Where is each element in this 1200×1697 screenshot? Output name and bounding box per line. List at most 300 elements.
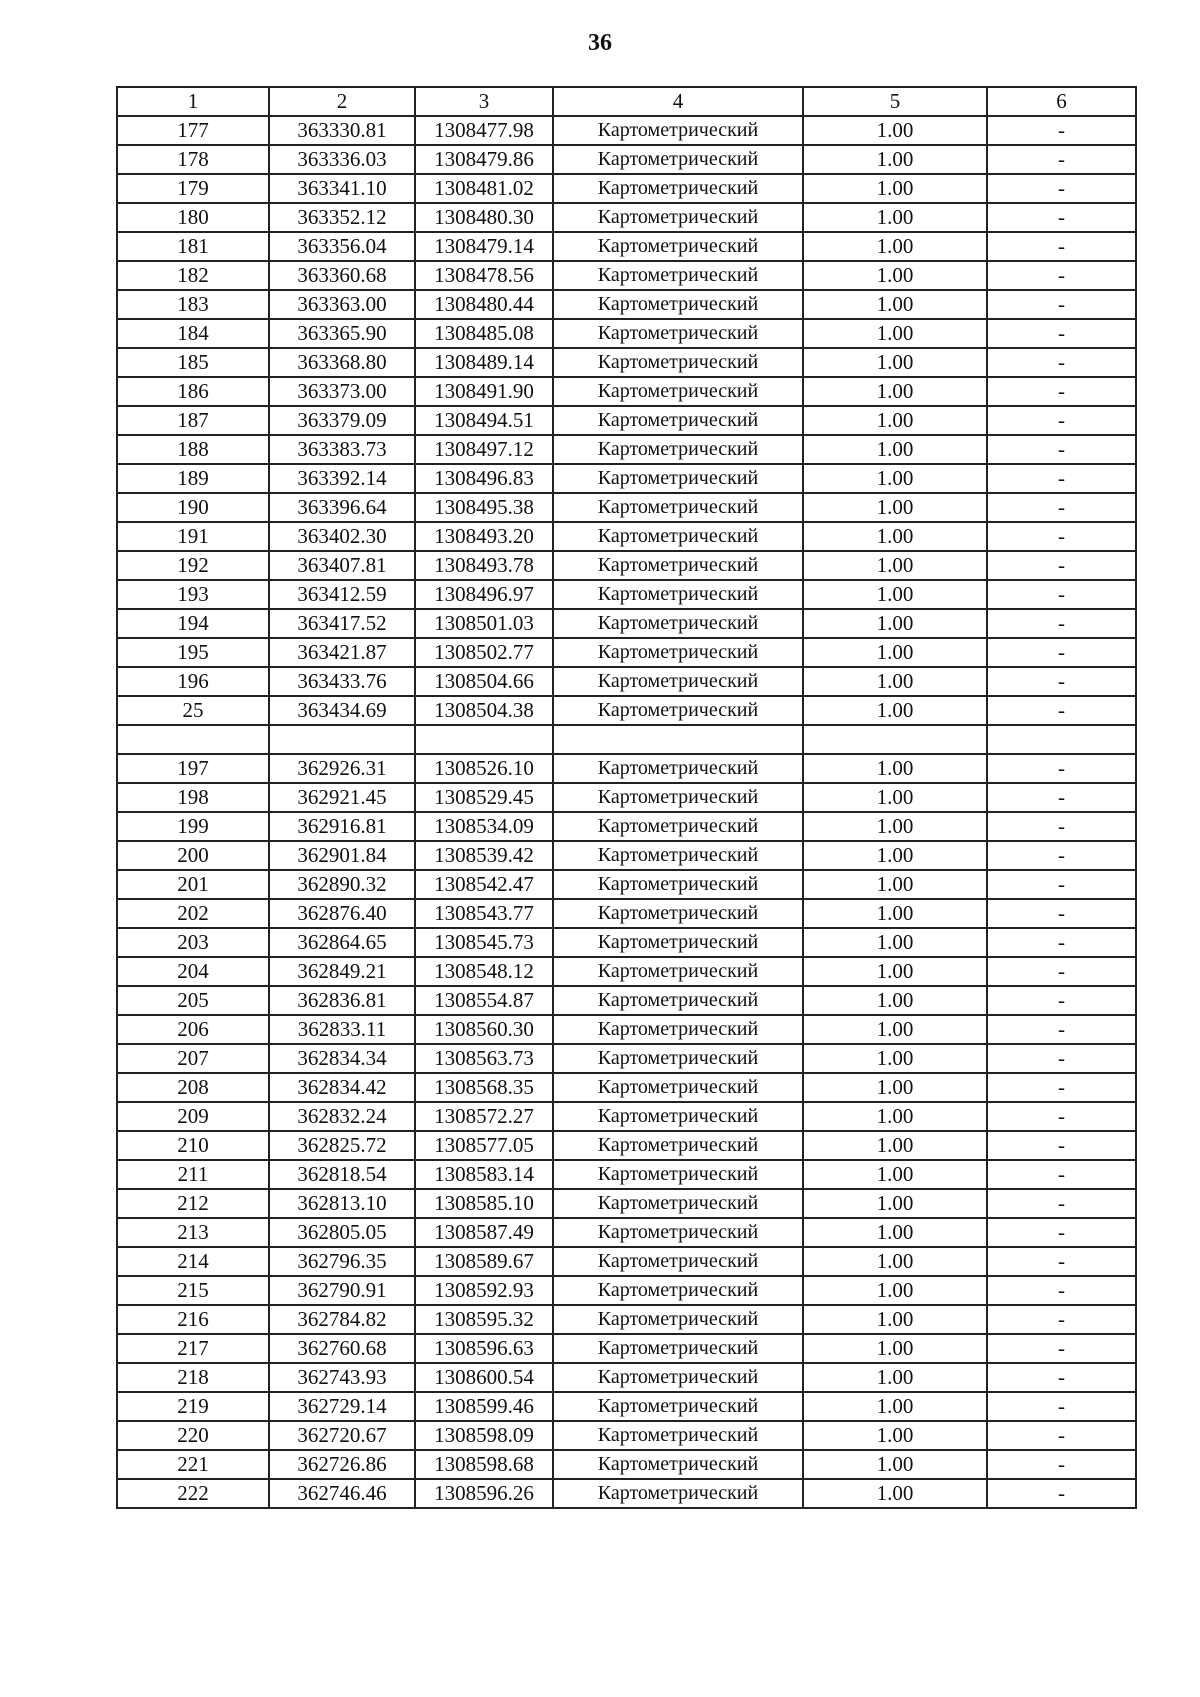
- y-coordinate-cell: 1308477.98: [415, 116, 553, 145]
- x-coordinate-cell: 362921.45: [269, 783, 415, 812]
- note-cell: -: [987, 348, 1136, 377]
- note-cell: -: [987, 1479, 1136, 1508]
- accuracy-cell: 1.00: [803, 928, 987, 957]
- table-row: [117, 1131, 1136, 1160]
- method-cell: Картометрический: [553, 609, 803, 638]
- x-coordinate-cell: 363421.87: [269, 638, 415, 667]
- x-coordinate-cell: 362796.35: [269, 1247, 415, 1276]
- method-cell: Картометрический: [553, 145, 803, 174]
- method-cell: Картометрический: [553, 899, 803, 928]
- table-row: [117, 783, 1136, 812]
- header-cell-5: 5: [803, 87, 987, 116]
- accuracy-cell: 1.00: [803, 174, 987, 203]
- point-number-cell: 195: [117, 638, 269, 667]
- y-coordinate-cell: 1308526.10: [415, 754, 553, 783]
- x-coordinate-cell: 363360.68: [269, 261, 415, 290]
- accuracy-cell: 1.00: [803, 812, 987, 841]
- accuracy-cell: 1.00: [803, 435, 987, 464]
- y-coordinate-cell: 1308493.78: [415, 551, 553, 580]
- y-coordinate-cell: 1308478.56: [415, 261, 553, 290]
- accuracy-cell: 1.00: [803, 551, 987, 580]
- method-cell: Картометрический: [553, 754, 803, 783]
- method-cell: Картометрический: [553, 1334, 803, 1363]
- table-row: [117, 1334, 1136, 1363]
- point-number-cell: 184: [117, 319, 269, 348]
- point-number-cell: 202: [117, 899, 269, 928]
- point-number-cell: 210: [117, 1131, 269, 1160]
- accuracy-cell: 1.00: [803, 1160, 987, 1189]
- x-coordinate-cell: 363336.03: [269, 145, 415, 174]
- y-coordinate-cell: 1308496.97: [415, 580, 553, 609]
- table-row: [117, 232, 1136, 261]
- x-coordinate-cell: 363352.12: [269, 203, 415, 232]
- y-coordinate-cell: 1308504.66: [415, 667, 553, 696]
- y-coordinate-cell: 1308494.51: [415, 406, 553, 435]
- x-coordinate-cell: 362805.05: [269, 1218, 415, 1247]
- table-row: [117, 1421, 1136, 1450]
- y-coordinate-cell: 1308600.54: [415, 1363, 553, 1392]
- point-number-cell: 198: [117, 783, 269, 812]
- note-cell: [987, 725, 1136, 754]
- method-cell: Картометрический: [553, 667, 803, 696]
- accuracy-cell: 1.00: [803, 1218, 987, 1247]
- method-cell: Картометрический: [553, 783, 803, 812]
- point-number-cell: 200: [117, 841, 269, 870]
- point-number-cell: 191: [117, 522, 269, 551]
- method-cell: Картометрический: [553, 1450, 803, 1479]
- note-cell: -: [987, 1247, 1136, 1276]
- note-cell: -: [987, 203, 1136, 232]
- y-coordinate-cell: 1308479.14: [415, 232, 553, 261]
- method-cell: Картометрический: [553, 348, 803, 377]
- note-cell: -: [987, 1044, 1136, 1073]
- table-row: [117, 377, 1136, 406]
- accuracy-cell: 1.00: [803, 1189, 987, 1218]
- coordinates-table: [116, 86, 1137, 1509]
- point-number-cell: 188: [117, 435, 269, 464]
- table-row: [117, 1363, 1136, 1392]
- x-coordinate-cell: 363402.30: [269, 522, 415, 551]
- accuracy-cell: 1.00: [803, 1276, 987, 1305]
- method-cell: Картометрический: [553, 1247, 803, 1276]
- x-coordinate-cell: 363330.81: [269, 116, 415, 145]
- y-coordinate-cell: 1308595.32: [415, 1305, 553, 1334]
- note-cell: -: [987, 841, 1136, 870]
- y-coordinate-cell: 1308577.05: [415, 1131, 553, 1160]
- point-number-cell: 25: [117, 696, 269, 725]
- note-cell: -: [987, 957, 1136, 986]
- y-coordinate-cell: 1308554.87: [415, 986, 553, 1015]
- header-cell-4: 4: [553, 87, 803, 116]
- note-cell: -: [987, 174, 1136, 203]
- note-cell: -: [987, 290, 1136, 319]
- method-cell: Картометрический: [553, 1218, 803, 1247]
- note-cell: -: [987, 783, 1136, 812]
- method-cell: Картометрический: [553, 986, 803, 1015]
- table-row: [117, 957, 1136, 986]
- header-cell-2: 2: [269, 87, 415, 116]
- table-row: [117, 348, 1136, 377]
- method-cell: Картометрический: [553, 580, 803, 609]
- point-number-cell: 220: [117, 1421, 269, 1450]
- method-cell: Картометрический: [553, 1189, 803, 1218]
- y-coordinate-cell: 1308534.09: [415, 812, 553, 841]
- accuracy-cell: 1.00: [803, 986, 987, 1015]
- y-coordinate-cell: 1308496.83: [415, 464, 553, 493]
- point-number-cell: 212: [117, 1189, 269, 1218]
- header-cell-3: 3: [415, 87, 553, 116]
- note-cell: -: [987, 1305, 1136, 1334]
- table-row: [117, 870, 1136, 899]
- method-cell: Картометрический: [553, 1276, 803, 1305]
- method-cell: Картометрический: [553, 1363, 803, 1392]
- method-cell: Картометрический: [553, 696, 803, 725]
- method-cell: Картометрический: [553, 1305, 803, 1334]
- table-row: [117, 319, 1136, 348]
- table-row: [117, 754, 1136, 783]
- note-cell: -: [987, 1276, 1136, 1305]
- accuracy-cell: 1.00: [803, 377, 987, 406]
- point-number-cell: 186: [117, 377, 269, 406]
- accuracy-cell: 1.00: [803, 348, 987, 377]
- accuracy-cell: 1.00: [803, 1131, 987, 1160]
- table-row: [117, 406, 1136, 435]
- table-row: [117, 841, 1136, 870]
- x-coordinate-cell: 362743.93: [269, 1363, 415, 1392]
- method-cell: Картометрический: [553, 1160, 803, 1189]
- y-coordinate-cell: 1308485.08: [415, 319, 553, 348]
- x-coordinate-cell: 363363.00: [269, 290, 415, 319]
- note-cell: -: [987, 870, 1136, 899]
- x-coordinate-cell: 362926.31: [269, 754, 415, 783]
- method-cell: Картометрический: [553, 290, 803, 319]
- y-coordinate-cell: 1308568.35: [415, 1073, 553, 1102]
- point-number-cell: 213: [117, 1218, 269, 1247]
- point-number-cell: 219: [117, 1392, 269, 1421]
- note-cell: -: [987, 551, 1136, 580]
- y-coordinate-cell: 1308598.68: [415, 1450, 553, 1479]
- method-cell: Картометрический: [553, 174, 803, 203]
- accuracy-cell: 1.00: [803, 290, 987, 319]
- accuracy-cell: 1.00: [803, 1334, 987, 1363]
- point-number-cell: 189: [117, 464, 269, 493]
- method-cell: Картометрический: [553, 1131, 803, 1160]
- table-row: [117, 899, 1136, 928]
- x-coordinate-cell: 362834.34: [269, 1044, 415, 1073]
- note-cell: -: [987, 1450, 1136, 1479]
- note-cell: -: [987, 609, 1136, 638]
- x-coordinate-cell: 363379.09: [269, 406, 415, 435]
- note-cell: -: [987, 145, 1136, 174]
- y-coordinate-cell: 1308545.73: [415, 928, 553, 957]
- y-coordinate-cell: 1308497.12: [415, 435, 553, 464]
- accuracy-cell: 1.00: [803, 667, 987, 696]
- accuracy-cell: 1.00: [803, 203, 987, 232]
- table-row: [117, 290, 1136, 319]
- table-row: [117, 1276, 1136, 1305]
- y-coordinate-cell: 1308592.93: [415, 1276, 553, 1305]
- point-number-cell: 199: [117, 812, 269, 841]
- y-coordinate-cell: 1308542.47: [415, 870, 553, 899]
- accuracy-cell: 1.00: [803, 1102, 987, 1131]
- y-coordinate-cell: 1308598.09: [415, 1421, 553, 1450]
- table-row: [117, 261, 1136, 290]
- table-row: [117, 696, 1136, 725]
- note-cell: -: [987, 232, 1136, 261]
- table-row: [117, 1160, 1136, 1189]
- method-cell: Картометрический: [553, 116, 803, 145]
- point-number-cell: 218: [117, 1363, 269, 1392]
- x-coordinate-cell: 362790.91: [269, 1276, 415, 1305]
- point-number-cell: 185: [117, 348, 269, 377]
- y-coordinate-cell: 1308502.77: [415, 638, 553, 667]
- point-number-cell: 217: [117, 1334, 269, 1363]
- method-cell: Картометрический: [553, 232, 803, 261]
- table-row: [117, 551, 1136, 580]
- x-coordinate-cell: 362813.10: [269, 1189, 415, 1218]
- y-coordinate-cell: 1308560.30: [415, 1015, 553, 1044]
- table-row: [117, 725, 1136, 754]
- table-row: [117, 145, 1136, 174]
- note-cell: -: [987, 1392, 1136, 1421]
- accuracy-cell: 1.00: [803, 522, 987, 551]
- table-row: [117, 1450, 1136, 1479]
- x-coordinate-cell: 363412.59: [269, 580, 415, 609]
- y-coordinate-cell: 1308504.38: [415, 696, 553, 725]
- point-number-cell: 207: [117, 1044, 269, 1073]
- accuracy-cell: 1.00: [803, 841, 987, 870]
- x-coordinate-cell: 362818.54: [269, 1160, 415, 1189]
- y-coordinate-cell: 1308596.63: [415, 1334, 553, 1363]
- y-coordinate-cell: 1308583.14: [415, 1160, 553, 1189]
- note-cell: -: [987, 928, 1136, 957]
- accuracy-cell: 1.00: [803, 1392, 987, 1421]
- method-cell: Картометрический: [553, 522, 803, 551]
- table-row: [117, 464, 1136, 493]
- x-coordinate-cell: 362784.82: [269, 1305, 415, 1334]
- table-row: [117, 928, 1136, 957]
- point-number-cell: 183: [117, 290, 269, 319]
- y-coordinate-cell: 1308495.38: [415, 493, 553, 522]
- y-coordinate-cell: 1308596.26: [415, 1479, 553, 1508]
- x-coordinate-cell: 362746.46: [269, 1479, 415, 1508]
- x-coordinate-cell: 362876.40: [269, 899, 415, 928]
- accuracy-cell: 1.00: [803, 1450, 987, 1479]
- point-number-cell: [117, 725, 269, 754]
- table-row: [117, 638, 1136, 667]
- point-number-cell: 187: [117, 406, 269, 435]
- method-cell: Картометрический: [553, 406, 803, 435]
- note-cell: -: [987, 754, 1136, 783]
- point-number-cell: 180: [117, 203, 269, 232]
- accuracy-cell: 1.00: [803, 145, 987, 174]
- method-cell: Картометрический: [553, 841, 803, 870]
- point-number-cell: 216: [117, 1305, 269, 1334]
- y-coordinate-cell: 1308563.73: [415, 1044, 553, 1073]
- x-coordinate-cell: 363383.73: [269, 435, 415, 464]
- method-cell: Картометрический: [553, 203, 803, 232]
- y-coordinate-cell: 1308539.42: [415, 841, 553, 870]
- point-number-cell: 221: [117, 1450, 269, 1479]
- accuracy-cell: [803, 725, 987, 754]
- note-cell: -: [987, 1421, 1136, 1450]
- method-cell: Картометрический: [553, 1479, 803, 1508]
- x-coordinate-cell: 363407.81: [269, 551, 415, 580]
- y-coordinate-cell: 1308501.03: [415, 609, 553, 638]
- x-coordinate-cell: 362836.81: [269, 986, 415, 1015]
- note-cell: -: [987, 1160, 1136, 1189]
- point-number-cell: 179: [117, 174, 269, 203]
- table-row: [117, 435, 1136, 464]
- x-coordinate-cell: 362760.68: [269, 1334, 415, 1363]
- accuracy-cell: 1.00: [803, 261, 987, 290]
- method-cell: Картометрический: [553, 493, 803, 522]
- method-cell: Картометрический: [553, 957, 803, 986]
- table-row: [117, 1044, 1136, 1073]
- method-cell: Картометрический: [553, 1073, 803, 1102]
- table-row: [117, 1305, 1136, 1334]
- point-number-cell: 177: [117, 116, 269, 145]
- point-number-cell: 194: [117, 609, 269, 638]
- note-cell: -: [987, 986, 1136, 1015]
- x-coordinate-cell: 363368.80: [269, 348, 415, 377]
- point-number-cell: 201: [117, 870, 269, 899]
- header-cell-1: 1: [117, 87, 269, 116]
- y-coordinate-cell: 1308480.30: [415, 203, 553, 232]
- y-coordinate-cell: 1308479.86: [415, 145, 553, 174]
- method-cell: Картометрический: [553, 261, 803, 290]
- y-coordinate-cell: 1308599.46: [415, 1392, 553, 1421]
- note-cell: -: [987, 1218, 1136, 1247]
- y-coordinate-cell: 1308589.67: [415, 1247, 553, 1276]
- x-coordinate-cell: 362720.67: [269, 1421, 415, 1450]
- note-cell: -: [987, 1131, 1136, 1160]
- method-cell: [553, 725, 803, 754]
- note-cell: -: [987, 667, 1136, 696]
- point-number-cell: 203: [117, 928, 269, 957]
- note-cell: -: [987, 261, 1136, 290]
- note-cell: -: [987, 1015, 1136, 1044]
- point-number-cell: 178: [117, 145, 269, 174]
- y-coordinate-cell: 1308493.20: [415, 522, 553, 551]
- table-row: [117, 174, 1136, 203]
- point-number-cell: 196: [117, 667, 269, 696]
- y-coordinate-cell: 1308529.45: [415, 783, 553, 812]
- table-row: [117, 1102, 1136, 1131]
- note-cell: -: [987, 638, 1136, 667]
- method-cell: Картометрический: [553, 812, 803, 841]
- y-coordinate-cell: 1308489.14: [415, 348, 553, 377]
- note-cell: -: [987, 319, 1136, 348]
- method-cell: Картометрический: [553, 1421, 803, 1450]
- x-coordinate-cell: [269, 725, 415, 754]
- method-cell: Картометрический: [553, 435, 803, 464]
- table-row: [117, 203, 1136, 232]
- note-cell: -: [987, 522, 1136, 551]
- note-cell: -: [987, 812, 1136, 841]
- table-row: [117, 580, 1136, 609]
- accuracy-cell: 1.00: [803, 1363, 987, 1392]
- table-row: [117, 522, 1136, 551]
- table-row: [117, 1189, 1136, 1218]
- point-number-cell: 197: [117, 754, 269, 783]
- accuracy-cell: 1.00: [803, 1421, 987, 1450]
- point-number-cell: 204: [117, 957, 269, 986]
- point-number-cell: 211: [117, 1160, 269, 1189]
- x-coordinate-cell: 363417.52: [269, 609, 415, 638]
- x-coordinate-cell: 363373.00: [269, 377, 415, 406]
- x-coordinate-cell: 363433.76: [269, 667, 415, 696]
- x-coordinate-cell: 363392.14: [269, 464, 415, 493]
- note-cell: -: [987, 1334, 1136, 1363]
- note-cell: -: [987, 899, 1136, 928]
- note-cell: -: [987, 696, 1136, 725]
- accuracy-cell: 1.00: [803, 1073, 987, 1102]
- accuracy-cell: 1.00: [803, 464, 987, 493]
- y-coordinate-cell: 1308480.44: [415, 290, 553, 319]
- point-number-cell: 209: [117, 1102, 269, 1131]
- x-coordinate-cell: 362901.84: [269, 841, 415, 870]
- table-row: [117, 1015, 1136, 1044]
- note-cell: -: [987, 1189, 1136, 1218]
- note-cell: -: [987, 464, 1136, 493]
- x-coordinate-cell: 362890.32: [269, 870, 415, 899]
- method-cell: Картометрический: [553, 870, 803, 899]
- method-cell: Картометрический: [553, 1392, 803, 1421]
- table-row: [117, 493, 1136, 522]
- x-coordinate-cell: 362726.86: [269, 1450, 415, 1479]
- accuracy-cell: 1.00: [803, 232, 987, 261]
- x-coordinate-cell: 363365.90: [269, 319, 415, 348]
- accuracy-cell: 1.00: [803, 1044, 987, 1073]
- accuracy-cell: 1.00: [803, 783, 987, 812]
- x-coordinate-cell: 362833.11: [269, 1015, 415, 1044]
- table-row: [117, 986, 1136, 1015]
- point-number-cell: 193: [117, 580, 269, 609]
- method-cell: Картометрический: [553, 377, 803, 406]
- table-row: [117, 1073, 1136, 1102]
- header-cell-6: 6: [987, 87, 1136, 116]
- accuracy-cell: 1.00: [803, 638, 987, 667]
- method-cell: Картометрический: [553, 1044, 803, 1073]
- note-cell: -: [987, 116, 1136, 145]
- table-row: [117, 1247, 1136, 1276]
- point-number-cell: 181: [117, 232, 269, 261]
- point-number-cell: 182: [117, 261, 269, 290]
- table-row: [117, 812, 1136, 841]
- x-coordinate-cell: 362849.21: [269, 957, 415, 986]
- method-cell: Картометрический: [553, 464, 803, 493]
- point-number-cell: 192: [117, 551, 269, 580]
- accuracy-cell: 1.00: [803, 319, 987, 348]
- note-cell: -: [987, 1102, 1136, 1131]
- accuracy-cell: 1.00: [803, 696, 987, 725]
- note-cell: -: [987, 435, 1136, 464]
- point-number-cell: 190: [117, 493, 269, 522]
- note-cell: -: [987, 406, 1136, 435]
- table-body: [117, 116, 1136, 1508]
- y-coordinate-cell: 1308481.02: [415, 174, 553, 203]
- note-cell: -: [987, 1363, 1136, 1392]
- accuracy-cell: 1.00: [803, 493, 987, 522]
- y-coordinate-cell: [415, 725, 553, 754]
- method-cell: Картометрический: [553, 319, 803, 348]
- accuracy-cell: 1.00: [803, 754, 987, 783]
- accuracy-cell: 1.00: [803, 116, 987, 145]
- point-number-cell: 206: [117, 1015, 269, 1044]
- table-row: [117, 1479, 1136, 1508]
- point-number-cell: 208: [117, 1073, 269, 1102]
